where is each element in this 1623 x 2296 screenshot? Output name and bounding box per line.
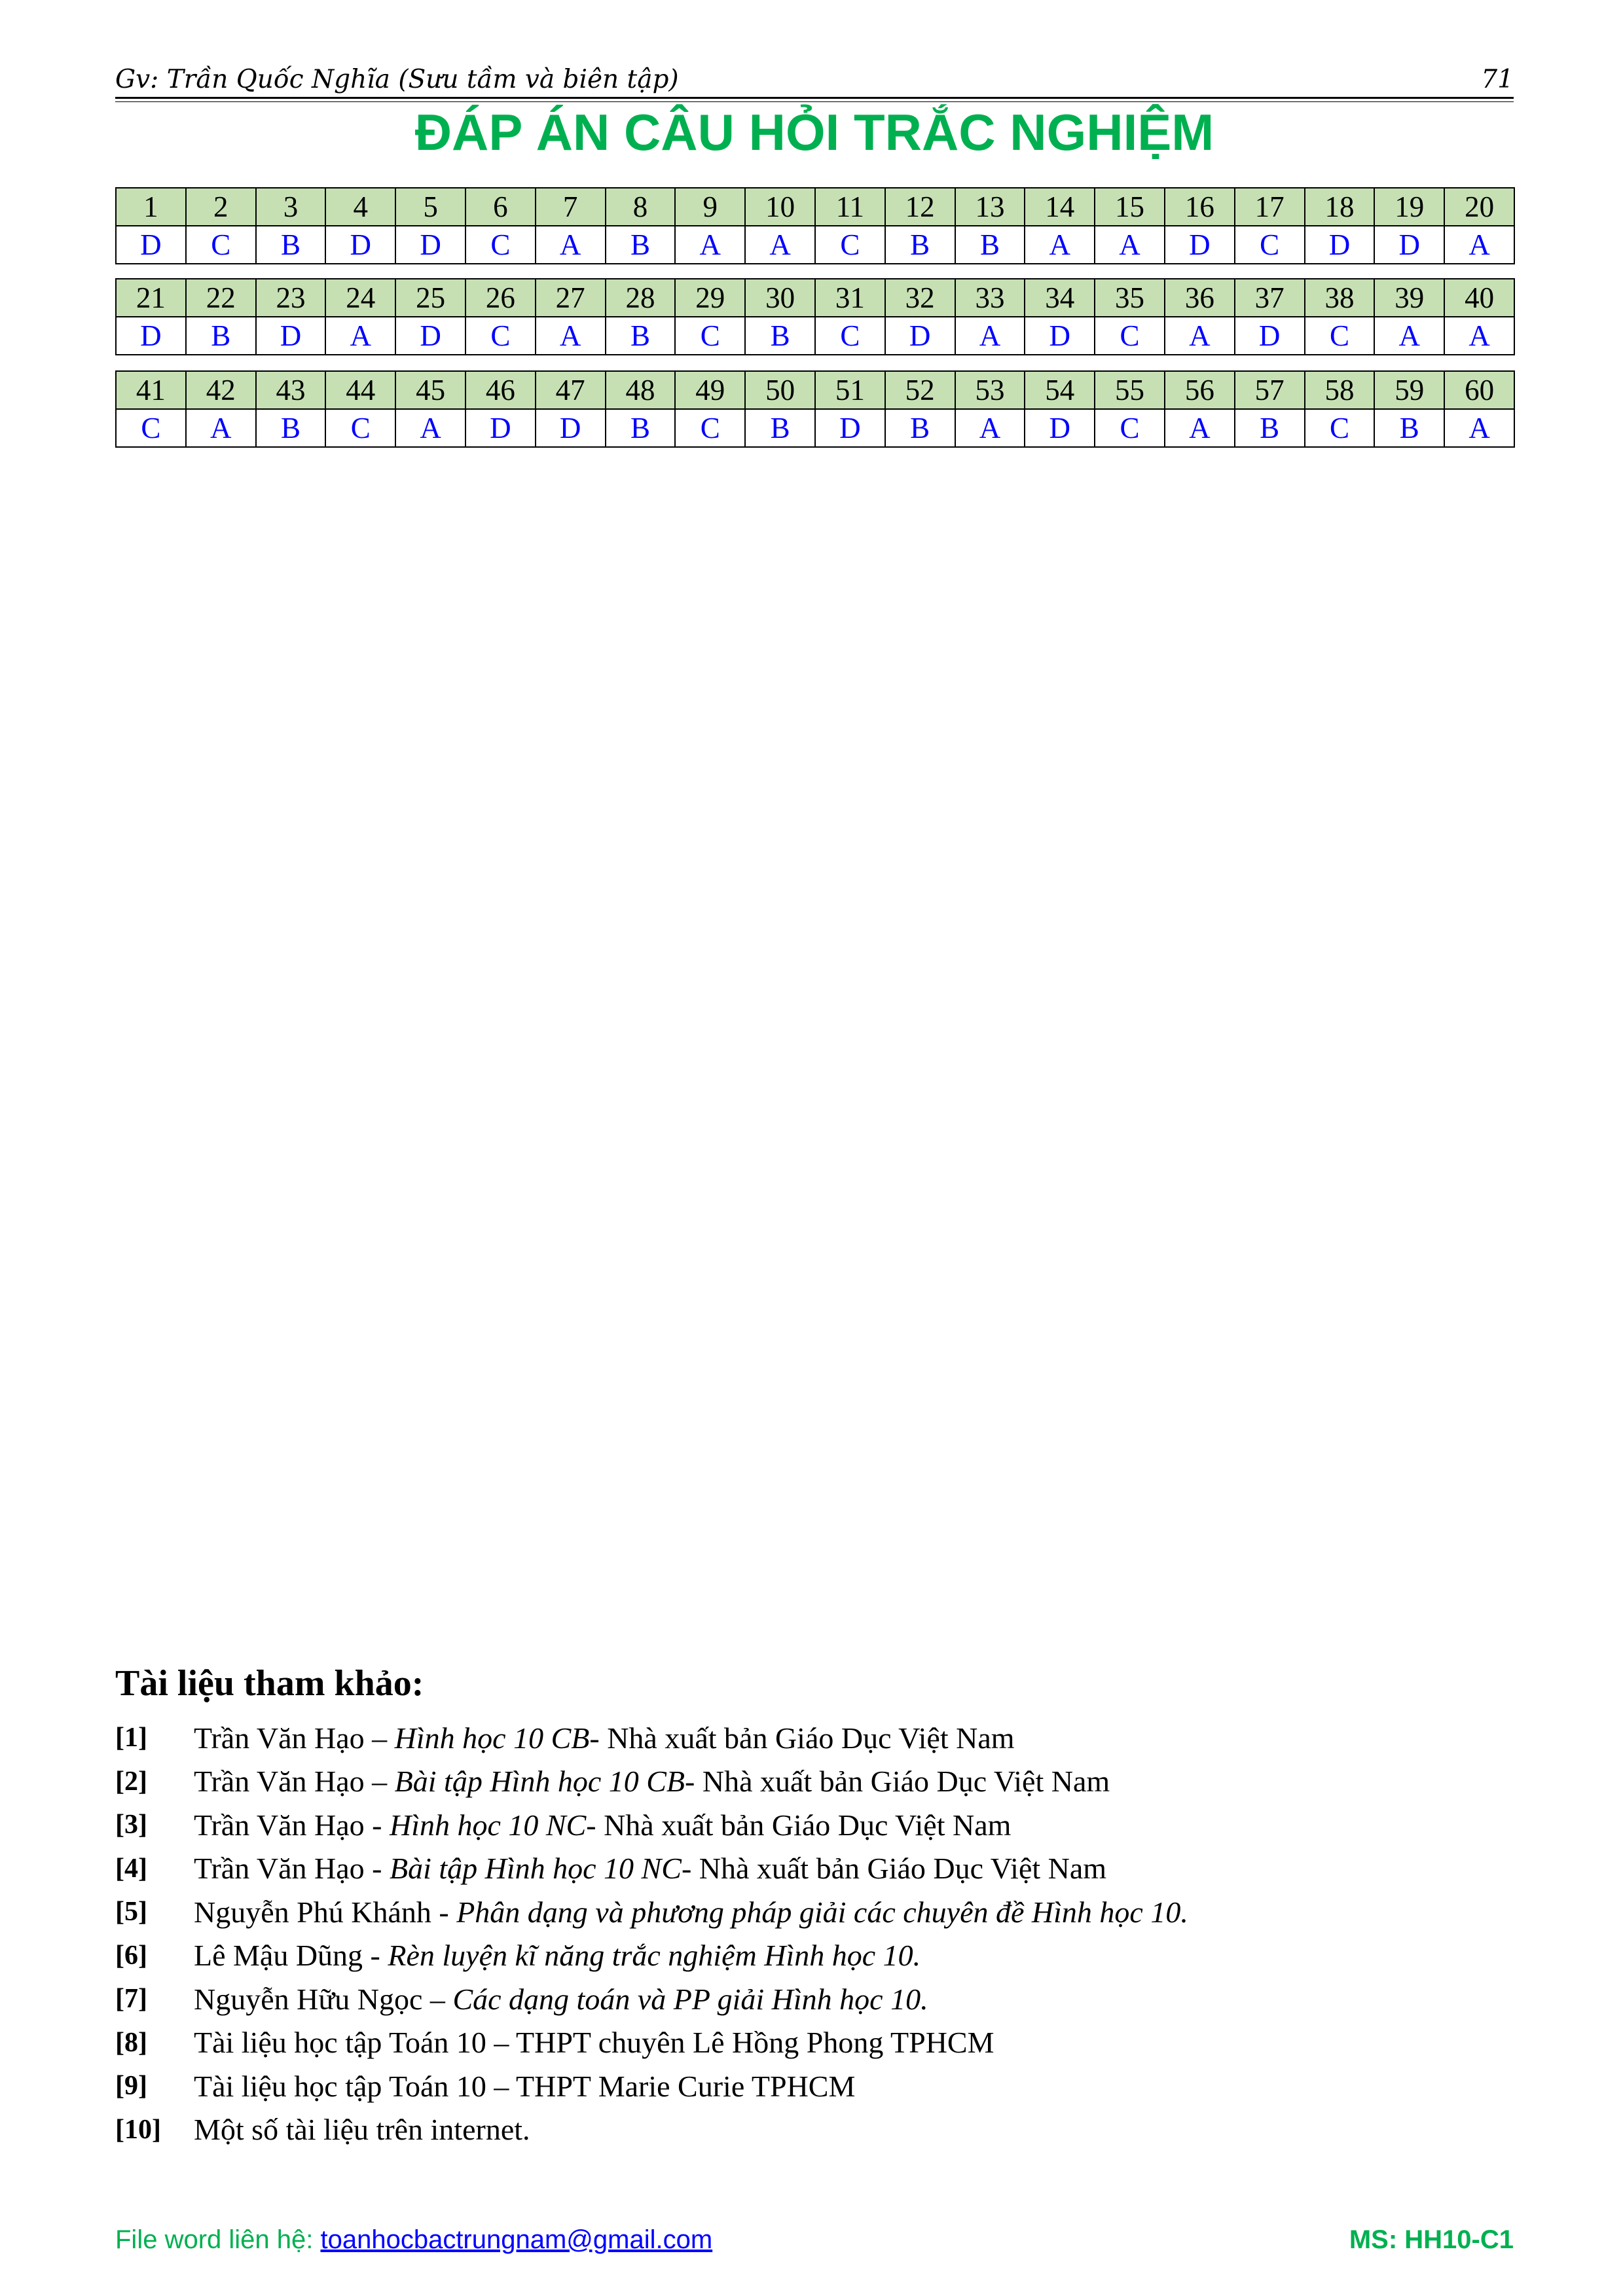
page-title: ĐÁP ÁN CÂU HỎI TRẮC NGHIỆM	[414, 103, 1214, 161]
question-number-cell: 46	[465, 371, 536, 409]
reference-item	[115, 2064, 1514, 2108]
answer-cell: D	[116, 226, 186, 264]
question-number-cell: 38	[1305, 279, 1375, 317]
answer-cell: C	[186, 226, 256, 264]
question-number-cell: 35	[1095, 279, 1165, 317]
answer-cell: A	[1025, 226, 1095, 264]
question-number-row	[116, 188, 1514, 226]
question-number-cell: 36	[1165, 279, 1235, 317]
answer-cell: C	[1235, 226, 1305, 264]
reference-number: [3]	[115, 1810, 147, 1840]
question-number-cell: 1	[116, 188, 186, 226]
question-number-cell: 51	[815, 371, 885, 409]
answer-row	[116, 317, 1514, 355]
answer-cell: A	[395, 409, 465, 447]
reference-publisher: - Nhà xuất bản Giáo Dục Việt Nam	[685, 1765, 1110, 1799]
reference-item	[115, 1716, 1514, 1760]
reference-number: [5]	[115, 1897, 147, 1928]
answer-table	[115, 278, 1515, 355]
answer-cell: C	[1095, 409, 1165, 447]
question-number-cell: 41	[116, 371, 186, 409]
question-number-cell: 6	[465, 188, 536, 226]
reference-title: Hình học 10 NC	[389, 1808, 587, 1842]
question-number-cell: 11	[815, 188, 885, 226]
answer-cell: D	[1374, 226, 1444, 264]
answer-cell: C	[1305, 409, 1375, 447]
question-number-row	[116, 279, 1514, 317]
question-number-cell: 27	[536, 279, 606, 317]
references-list	[115, 1716, 1514, 2151]
question-number-cell: 9	[675, 188, 745, 226]
answer-cell: B	[885, 226, 955, 264]
answer-cell: B	[606, 226, 676, 264]
answer-cell: D	[325, 226, 395, 264]
reference-author: Trần Văn Hạo –	[194, 1721, 395, 1755]
question-number-cell: 56	[1165, 371, 1235, 409]
question-number-cell: 25	[395, 279, 465, 317]
answer-cell: A	[1444, 317, 1514, 355]
answer-cell: C	[815, 226, 885, 264]
page-header	[115, 55, 1514, 94]
question-number-cell: 8	[606, 188, 676, 226]
footer-document-code: MS: HH10-C1	[1349, 2225, 1514, 2254]
reference-author: Tài liệu học tập Toán 10 – THPT chuyên Lê Hồng Phong TPHCM	[194, 2026, 994, 2060]
question-number-cell: 59	[1374, 371, 1444, 409]
answer-table	[115, 370, 1515, 448]
reference-number: [1]	[115, 1723, 147, 1753]
answer-cell: A	[536, 317, 606, 355]
answer-cell: A	[675, 226, 745, 264]
reference-author: Nguyễn Phú Khánh -	[194, 1895, 457, 1929]
header-author: Gv: Trần Quốc Nghĩa (Sưu tầm và biên tập)	[115, 65, 679, 94]
question-number-cell: 29	[675, 279, 745, 317]
answer-cell: B	[1374, 409, 1444, 447]
question-number-cell: 52	[885, 371, 955, 409]
answer-cell: A	[1444, 409, 1514, 447]
question-number-cell: 26	[465, 279, 536, 317]
reference-author: Trần Văn Hạo -	[194, 1852, 390, 1886]
answer-cell: D	[1025, 317, 1095, 355]
answer-cell: B	[606, 317, 676, 355]
answer-cell: B	[186, 317, 256, 355]
question-number-cell: 31	[815, 279, 885, 317]
question-number-cell: 58	[1305, 371, 1375, 409]
question-number-cell: 34	[1025, 279, 1095, 317]
question-number-cell: 19	[1374, 188, 1444, 226]
answer-cell: D	[885, 317, 955, 355]
question-number-cell: 45	[395, 371, 465, 409]
reference-number: [7]	[115, 1984, 147, 2015]
question-number-cell: 13	[955, 188, 1025, 226]
question-number-cell: 28	[606, 279, 676, 317]
question-number-cell: 12	[885, 188, 955, 226]
question-number-cell: 48	[606, 371, 676, 409]
reference-item	[115, 1890, 1514, 1934]
reference-item	[115, 1977, 1514, 2021]
footer-contact	[115, 2225, 712, 2255]
question-number-cell: 18	[1305, 188, 1375, 226]
reference-number: [2]	[115, 1766, 147, 1797]
question-number-cell: 30	[745, 279, 815, 317]
reference-author: Trần Văn Hạo -	[194, 1808, 390, 1842]
reference-item	[115, 1803, 1514, 1847]
answer-cell: A	[186, 409, 256, 447]
question-number-cell: 60	[1444, 371, 1514, 409]
question-number-cell: 5	[395, 188, 465, 226]
question-number-cell: 21	[116, 279, 186, 317]
answer-cell: A	[1165, 317, 1235, 355]
reference-number: [9]	[115, 2071, 147, 2102]
question-number-row	[116, 371, 1514, 409]
question-number-cell: 7	[536, 188, 606, 226]
reference-item	[115, 1934, 1514, 1978]
answer-cell: A	[325, 317, 395, 355]
question-number-cell: 15	[1095, 188, 1165, 226]
answer-cell: D	[536, 409, 606, 447]
answer-table	[115, 187, 1515, 264]
reference-publisher: - Nhà xuất bản Giáo Dục Việt Nam	[586, 1808, 1012, 1842]
reference-publisher: - Nhà xuất bản Giáo Dục Việt Nam	[681, 1852, 1107, 1886]
references-heading: Tài liệu tham khảo:	[115, 1663, 424, 1704]
reference-author: Lê Mậu Dũng -	[194, 1939, 388, 1973]
answer-cell: A	[1444, 226, 1514, 264]
answer-cell: C	[116, 409, 186, 447]
reference-title: Bài tập Hình học 10 CB	[394, 1765, 685, 1799]
reference-title: Các dạng toán và PP giải Hình học 10.	[452, 1982, 928, 2016]
answer-cell: A	[745, 226, 815, 264]
reference-author: Trần Văn Hạo –	[194, 1765, 395, 1799]
answer-cell: C	[465, 226, 536, 264]
answer-cell: D	[1025, 409, 1095, 447]
question-number-cell: 22	[186, 279, 256, 317]
answer-cell: B	[955, 226, 1025, 264]
footer-email-link[interactable]: toanhocbactrungnam@gmail.com	[320, 2225, 713, 2254]
answer-cell: C	[465, 317, 536, 355]
reference-author: Nguyễn Hữu Ngọc –	[194, 1982, 453, 2016]
answer-cell: A	[1374, 317, 1444, 355]
answer-cell: C	[675, 409, 745, 447]
answer-cell: A	[955, 317, 1025, 355]
question-number-cell: 40	[1444, 279, 1514, 317]
question-number-cell: 49	[675, 371, 745, 409]
reference-number: [8]	[115, 2027, 147, 2058]
reference-number: [10]	[115, 2114, 161, 2145]
question-number-cell: 57	[1235, 371, 1305, 409]
reference-number: [6]	[115, 1940, 147, 1971]
question-number-cell: 20	[1444, 188, 1514, 226]
question-number-cell: 14	[1025, 188, 1095, 226]
answer-cell: D	[395, 226, 465, 264]
answer-cell: C	[1095, 317, 1165, 355]
answer-cell: B	[745, 409, 815, 447]
reference-title: Hình học 10 CB	[394, 1721, 590, 1755]
reference-item	[115, 1760, 1514, 1804]
answer-cell: C	[815, 317, 885, 355]
page-number: 71	[1481, 65, 1514, 94]
reference-title: Rèn luyện kĩ năng trắc nghiệm Hình học 10.	[388, 1939, 921, 1973]
question-number-cell: 50	[745, 371, 815, 409]
reference-number: [4]	[115, 1853, 147, 1884]
question-number-cell: 16	[1165, 188, 1235, 226]
question-number-cell: 44	[325, 371, 395, 409]
answer-cell: C	[325, 409, 395, 447]
question-number-cell: 55	[1095, 371, 1165, 409]
answer-cell: D	[815, 409, 885, 447]
answer-cell: D	[1165, 226, 1235, 264]
question-number-cell: 24	[325, 279, 395, 317]
answer-cell: B	[606, 409, 676, 447]
answer-cell: B	[256, 226, 326, 264]
reference-item	[115, 1847, 1514, 1891]
answer-row	[116, 409, 1514, 447]
answer-cell: C	[675, 317, 745, 355]
answer-cell: A	[955, 409, 1025, 447]
question-number-cell: 42	[186, 371, 256, 409]
question-number-cell: 53	[955, 371, 1025, 409]
question-number-cell: 2	[186, 188, 256, 226]
question-number-cell: 37	[1235, 279, 1305, 317]
answer-row	[116, 226, 1514, 264]
answer-cell: A	[1095, 226, 1165, 264]
question-number-cell: 3	[256, 188, 326, 226]
answer-cell: B	[1235, 409, 1305, 447]
answer-cell: B	[745, 317, 815, 355]
question-number-cell: 23	[256, 279, 326, 317]
answer-cell: B	[256, 409, 326, 447]
reference-title: Bài tập Hình học 10 NC	[389, 1852, 682, 1886]
reference-author: Một số tài liệu trên internet.	[194, 2113, 530, 2147]
answer-cell: A	[536, 226, 606, 264]
answer-cell: D	[1305, 226, 1375, 264]
question-number-cell: 32	[885, 279, 955, 317]
footer-contact-label: File word liên hệ:	[115, 2225, 321, 2254]
answer-cell: D	[1235, 317, 1305, 355]
reference-item	[115, 2021, 1514, 2065]
question-number-cell: 4	[325, 188, 395, 226]
answer-cell: D	[256, 317, 326, 355]
question-number-cell: 33	[955, 279, 1025, 317]
answer-cell: D	[116, 317, 186, 355]
question-number-cell: 43	[256, 371, 326, 409]
question-number-cell: 17	[1235, 188, 1305, 226]
reference-item	[115, 2108, 1514, 2152]
question-number-cell: 54	[1025, 371, 1095, 409]
page-footer	[115, 2225, 1514, 2255]
answer-cell: B	[885, 409, 955, 447]
header-rule	[115, 97, 1514, 99]
answer-cell: D	[395, 317, 465, 355]
reference-title: Phân dạng và phương pháp giải các chuyên đề Hình học 10.	[456, 1895, 1188, 1929]
answer-cell: C	[1305, 317, 1375, 355]
question-number-cell: 47	[536, 371, 606, 409]
question-number-cell: 10	[745, 188, 815, 226]
question-number-cell: 39	[1374, 279, 1444, 317]
answer-cell: D	[465, 409, 536, 447]
answer-cell: A	[1165, 409, 1235, 447]
reference-author: Tài liệu học tập Toán 10 – THPT Marie Curie TPHCM	[194, 2069, 856, 2103]
reference-publisher: - Nhà xuất bản Giáo Dục Việt Nam	[589, 1721, 1015, 1755]
